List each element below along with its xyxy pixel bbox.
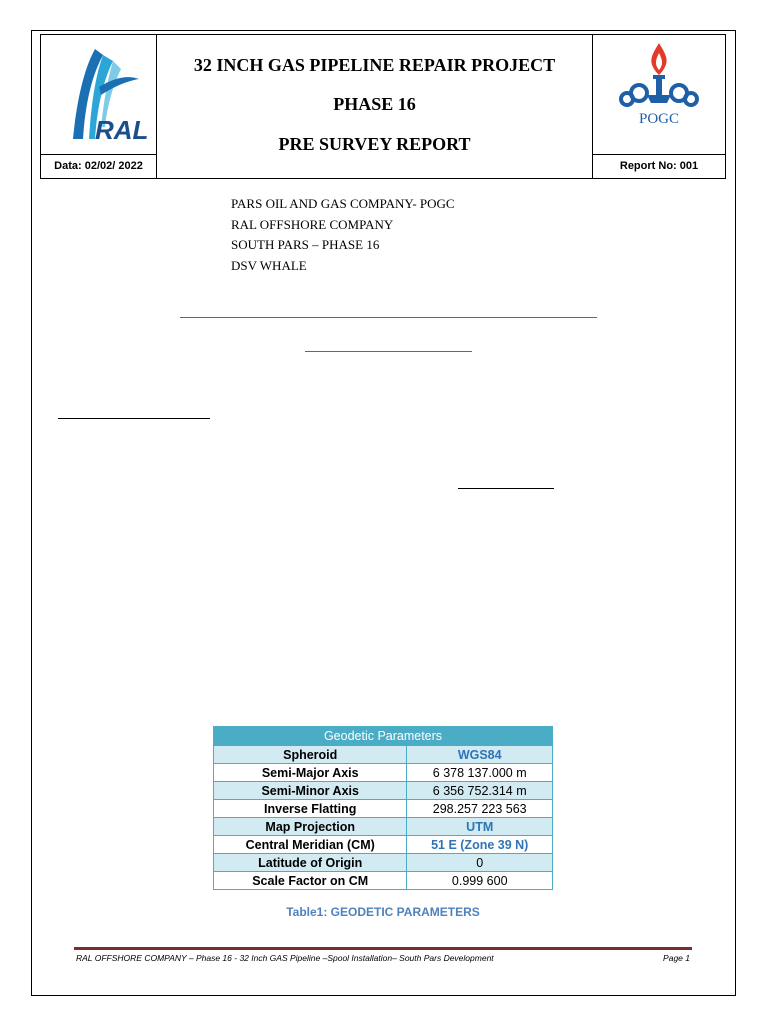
table-row — [214, 782, 553, 800]
param-value: 298.257 223 563 — [407, 800, 553, 818]
table-row — [214, 746, 553, 764]
table-row — [214, 836, 553, 854]
company-line: DSV WHALE — [231, 257, 307, 273]
param-value: 6 356 752.314 m — [407, 782, 553, 800]
param-name: Spheroid — [214, 746, 407, 764]
svg-text:POGC: POGC — [638, 111, 680, 127]
table-title: Geodetic Parameters — [214, 727, 553, 746]
company-info — [231, 194, 455, 276]
svg-text:RAL: RAL — [95, 115, 149, 145]
company-line: RAL OFFSHORE COMPANY — [231, 216, 394, 232]
param-name: Semi-Major Axis — [214, 764, 407, 782]
table-row — [214, 800, 553, 818]
divider-line — [58, 418, 210, 419]
header-title-cell — [157, 35, 592, 178]
page-number: Page 1 — [663, 953, 690, 963]
header-right-cell — [592, 35, 725, 178]
param-name: Inverse Flatting — [214, 800, 407, 818]
table-row — [214, 818, 553, 836]
company-line: PARS OIL AND GAS COMPANY- POGC — [231, 196, 455, 211]
footer-divider — [74, 947, 692, 950]
ral-logo-icon — [55, 47, 149, 147]
param-name: Semi-Minor Axis — [214, 782, 407, 800]
geodetic-parameters-table — [213, 726, 553, 890]
pogc-logo-icon — [609, 39, 709, 129]
company-line: SOUTH PARS – PHASE 16 — [231, 237, 380, 252]
table-header-row — [214, 727, 553, 746]
report-number: Report No: 001 — [593, 154, 725, 178]
param-value: 6 378 137.000 m — [407, 764, 553, 782]
table-caption: Table1: GEODETIC PARAMETERS — [286, 905, 480, 919]
table-row — [214, 854, 553, 872]
param-value: 51 E (Zone 39 N) — [407, 836, 553, 854]
report-date: Data: 02/02/ 2022 — [41, 154, 156, 178]
param-value: WGS84 — [407, 746, 553, 764]
param-name: Central Meridian (CM) — [214, 836, 407, 854]
report-title: PRE SURVEY REPORT — [278, 134, 471, 154]
footer-text: RAL OFFSHORE COMPANY – Phase 16 - 32 Inch GAS Pipeline –Spool Installation– South Pars Development — [76, 953, 494, 963]
divider-line — [458, 488, 554, 489]
param-name: Latitude of Origin — [214, 854, 407, 872]
param-value: UTM — [407, 818, 553, 836]
phase-title: PHASE 16 — [333, 94, 416, 114]
header-left-cell — [41, 35, 157, 178]
report-header — [40, 34, 726, 179]
divider-line — [180, 317, 597, 318]
param-value: 0.999 600 — [407, 872, 553, 890]
divider-line — [305, 351, 472, 352]
table-row — [214, 764, 553, 782]
param-value: 0 — [407, 854, 553, 872]
param-name: Scale Factor on CM — [214, 872, 407, 890]
param-name: Map Projection — [214, 818, 407, 836]
project-title: 32 INCH GAS PIPELINE REPAIR PROJECT — [193, 55, 556, 75]
table-row — [214, 872, 553, 890]
